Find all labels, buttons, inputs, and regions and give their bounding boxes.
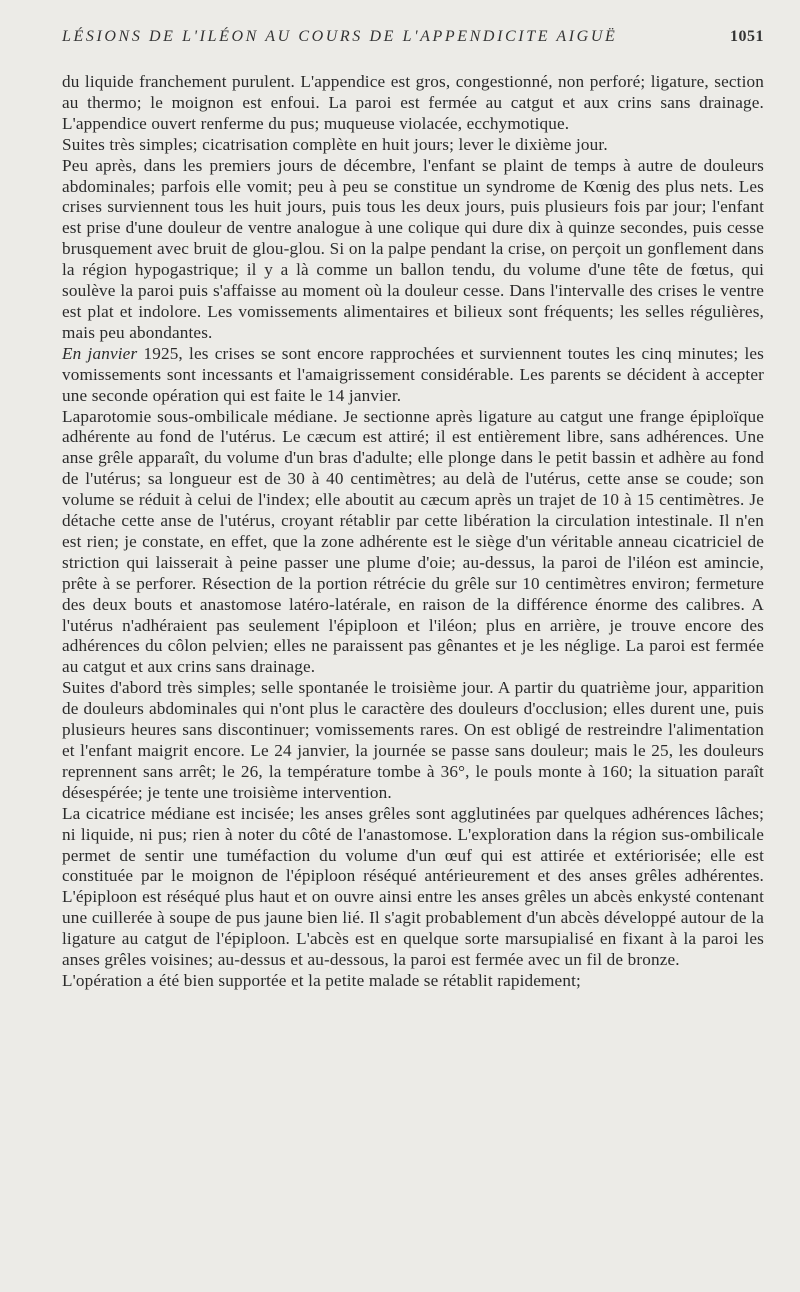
paragraph-3-text: Peu après, dans les premiers jours de décembre, l'enfant se plaint de temps à autre de douleurs abdominales; parfois elle vomit; peu à peu se constitue un syndrome de Kœnig des plus nets. Les crises surviennent tous les huit jours, puis tous les deux jours, puis plusieurs fois par jour; l'enfant est prise d'une douleur de ventre analogue à une colique qui dure dix à quinze secondes, puis cesse brusquement avec bruit de glou-glou. Si on la palpe pendant la crise, on perçoit un gonflement dans la région hypogastrique; il y a là comme un ballon tendu, du volume d'une tête de fœtus, qui soulève la paroi puis s'affaisse au moment où la douleur cesse. Dans l'intervalle des crises le ventre est plat et indolore. Les vomissements alimentaires et bilieux sont fréquents; les selles régulières, mais peu abondantes. bbox=[62, 155, 764, 342]
paragraph-7 bbox=[62, 804, 764, 971]
paragraph-1 bbox=[62, 72, 764, 135]
paragraph-3 bbox=[62, 156, 764, 344]
body-text bbox=[62, 72, 764, 992]
paragraph-6-text: Suites d'abord très simples; selle spontanée le troisième jour. A partir du quatrième jour, apparition de douleurs abdominales qui n'ont plus le caractère des douleurs d'occlusion; elles durent une, puis plusieurs heures sans discontinuer; vomissements rares. On est obligé de restreindre l'alimentation et l'enfant maigrit encore. Le 24 janvier, la journée se passe sans douleur; mais le 25, les douleurs reprennent sans arrêt; le 26, la température tombe à 36°, le pouls monte à 160; la situation paraît désespérée; je tente une troisième intervention. bbox=[62, 678, 764, 802]
paragraph-6 bbox=[62, 678, 764, 803]
running-head bbox=[62, 28, 764, 58]
paragraph-5-text: Laparotomie sous-ombilicale médiane. Je sectionne après ligature au catgut une frange épiploïque adhérente au fond de l'utérus. Le cæcum est attiré; il est entièrement libre, sans adhérences. Une anse grêle apparaît, du volume d'un bras d'adulte; elle plonge dans le petit bassin et adhère au fond de l'utérus; sa longueur est de 30 à 40 centimètres; au delà de l'utérus, cette anse se coude; son volume se réduit à celui de l'index; elle aboutit au cæcum après un trajet de 10 à 15 centimètres. Je détache cette anse de l'utérus, croyant rétablir par cette libération la circulation intestinale. Il n'en est rien; je constate, en effet, que la zone adhérente est le siège d'un véritable anneau cicatriciel de striction qui laisserait à peine passer une plume d'oie; au-dessus, la paroi de l'iléon est amincie, prête à se perforer. Résection de la portion rétrécie du grêle sur 10 centimètres environ; fermeture des deux bouts et anastomose latéro-latérale, en raison de la différence énorme des calibres. A l'utérus n'adhéraient pas seulement l'épiploon et l'iléon; plus en arrière, je trouve encore des adhérences du côlon pelvien; elles ne paraissent pas gênantes et je les néglige. La paroi est fermée au catgut et aux crins sans drainage. bbox=[62, 406, 764, 677]
paragraph-2 bbox=[62, 135, 764, 156]
paragraph-2-text: Suites très simples; cicatrisation complète en huit jours; lever le dixième jour. bbox=[62, 134, 608, 154]
paragraph-8-text: L'opération a été bien supportée et la petite malade se rétablit rapidement; bbox=[62, 970, 581, 990]
paragraph-1-text: du liquide franchement purulent. L'appendice est gros, congestionné, non perforé; ligature, section au thermo; le moignon est enfoui. La paroi est fermée au catgut et aux crins sans drainage. L'appendice ouvert renferme du pus; muqueuse violacée, ecchymotique. bbox=[62, 72, 764, 133]
running-title: LÉSIONS DE L'ILÉON AU COURS DE L'APPENDICITE AIGUË bbox=[62, 28, 618, 45]
page-number: 1051 bbox=[730, 28, 764, 45]
paragraph-4 bbox=[62, 344, 764, 407]
paragraph-4-lead: En janvier bbox=[62, 343, 138, 363]
paragraph-8 bbox=[62, 971, 764, 992]
paragraph-7-text: La cicatrice médiane est incisée; les anses grêles sont agglutinées par quelques adhérences lâches; ni liquide, ni pus; rien à noter du côté de l'anastomose. L'exploration dans la région sus-ombilicale permet de sentir une tuméfaction du volume d'un œuf qui est attirée et extériorisée; elle est constituée par le moignon de l'épiploon réséqué antérieurement et des anses grêles adhérentes. L'épiploon est réséqué plus haut et on ouvre ainsi entre les anses grêles un abcès enkysté contenant une cuillerée à soupe de pus jaune bien lié. Il s'agit probablement d'un abcès développé autour de la ligature au catgut de l'épiploon. L'abcès est en quelque sorte marsupialisé en fixant à la paroi les anses grêles voisines; au-dessus et au-dessous, la paroi est fermée avec un fil de bronze. bbox=[62, 803, 764, 970]
paragraph-4-text: 1925, les crises se sont encore rapprochées et surviennent toutes les cinq minutes; les vomissements sont incessants et l'amaigrissement considérable. Les parents se décident à accepter une seconde opération qui est faite le 14 janvier. bbox=[62, 343, 764, 405]
paragraph-5 bbox=[62, 407, 764, 679]
